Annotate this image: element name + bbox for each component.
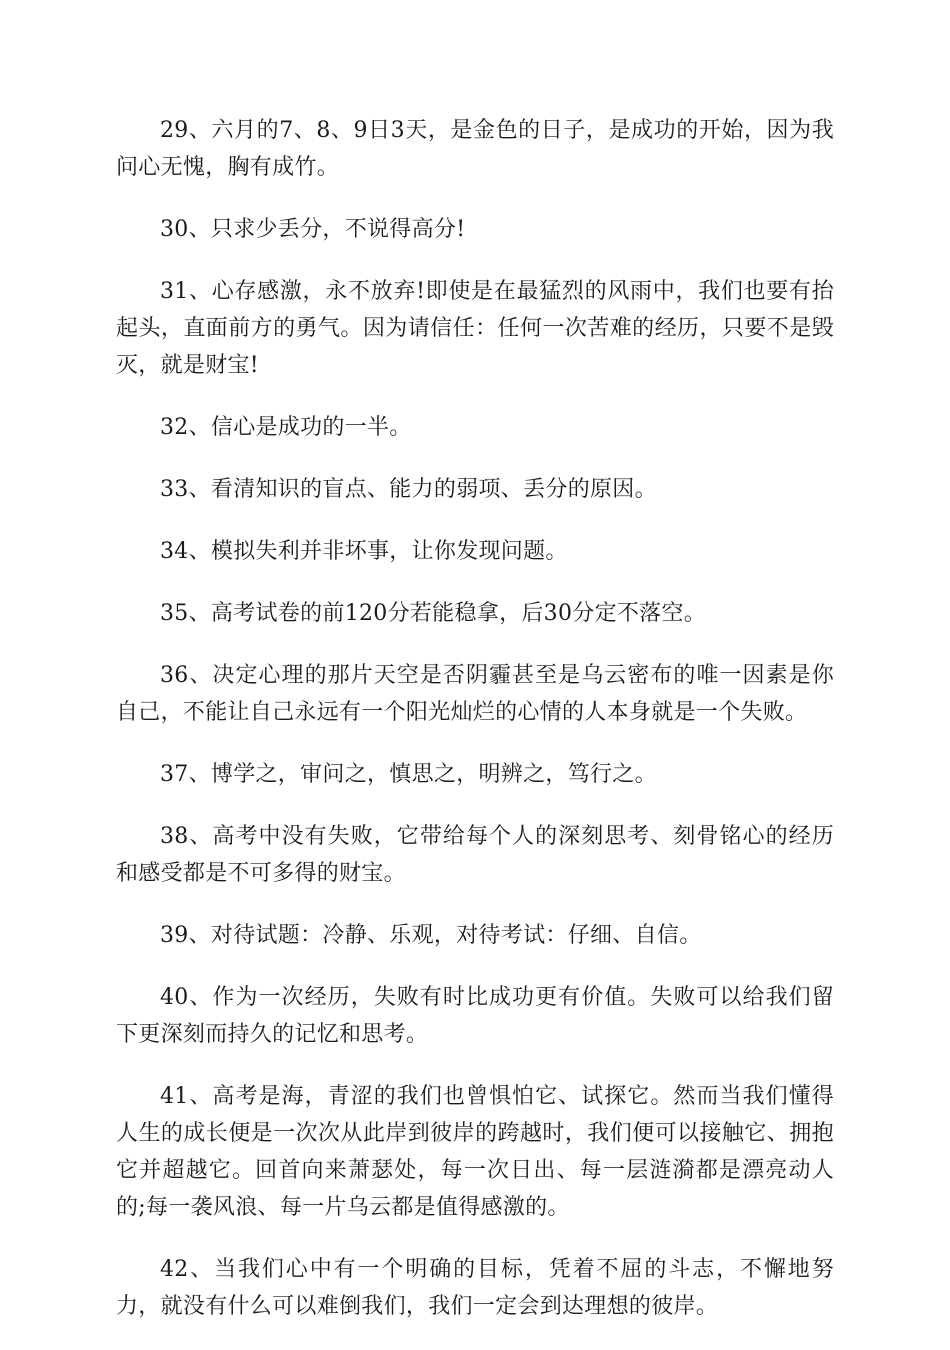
paragraph-32: 32、信心是成功的一半。	[160, 415, 412, 440]
paragraph-34: 34、模拟失利并非坏事，让你发现问题。	[160, 539, 568, 564]
paragraph-42: 42、当我们心中有一个明确的目标，凭着不屈的斗志，不懈地努力，就没有什么可以难倒我们，我们一定会到达理想的彼岸。	[116, 1257, 834, 1319]
paragraph-38: 38、高考中没有失败，它带给每个人的深刻思考、刻骨铭心的经历和感受都是不可多得的财宝。	[116, 824, 834, 886]
paragraph-39: 39、对待试题：冷静、乐观，对待考试：仔细、自信。	[160, 923, 702, 948]
paragraph-30: 30、只求少丢分，不说得高分!	[160, 217, 466, 242]
paragraph-29: 29、六月的7、8、9日3天，是金色的日子，是成功的开始，因为我问心无愧，胸有成竹。	[116, 118, 834, 180]
paragraph-41: 41、高考是海，青涩的我们也曾惧怕它、试探它。然而当我们懂得人生的成长便是一次次从此岸到彼岸的跨越时，我们便可以接触它、拥抱它并超越它。回首向来萧瑟处，每一次日出、每一层涟漪都是漂亮动人的;每一袭风浪、每一片乌云都是值得感激的。	[116, 1084, 834, 1220]
paragraph-35: 35、高考试卷的前120分若能稳拿，后30分定不落空。	[160, 601, 707, 626]
document-body	[116, 112, 834, 1350]
paragraph-36: 36、决定心理的那片天空是否阴霾甚至是乌云密布的唯一因素是你自己，不能让自己永远有一个阳光灿烂的心情的人本身就是一个失败。	[116, 663, 834, 725]
paragraph-33: 33、看清知识的盲点、能力的弱项、丢分的原因。	[160, 477, 657, 502]
paragraph-31: 31、心存感激，永不放弃!即使是在最猛烈的风雨中，我们也要有抬起头，直面前方的勇气。因为请信任：任何一次苦难的经历，只要不是毁灭，就是财宝!	[116, 279, 834, 378]
paragraph-37: 37、博学之，审问之，慎思之，明辨之，笃行之。	[160, 762, 657, 787]
paragraph-40: 40、作为一次经历，失败有时比成功更有价值。失败可以给我们留下更深刻而持久的记忆和思考。	[116, 985, 834, 1047]
